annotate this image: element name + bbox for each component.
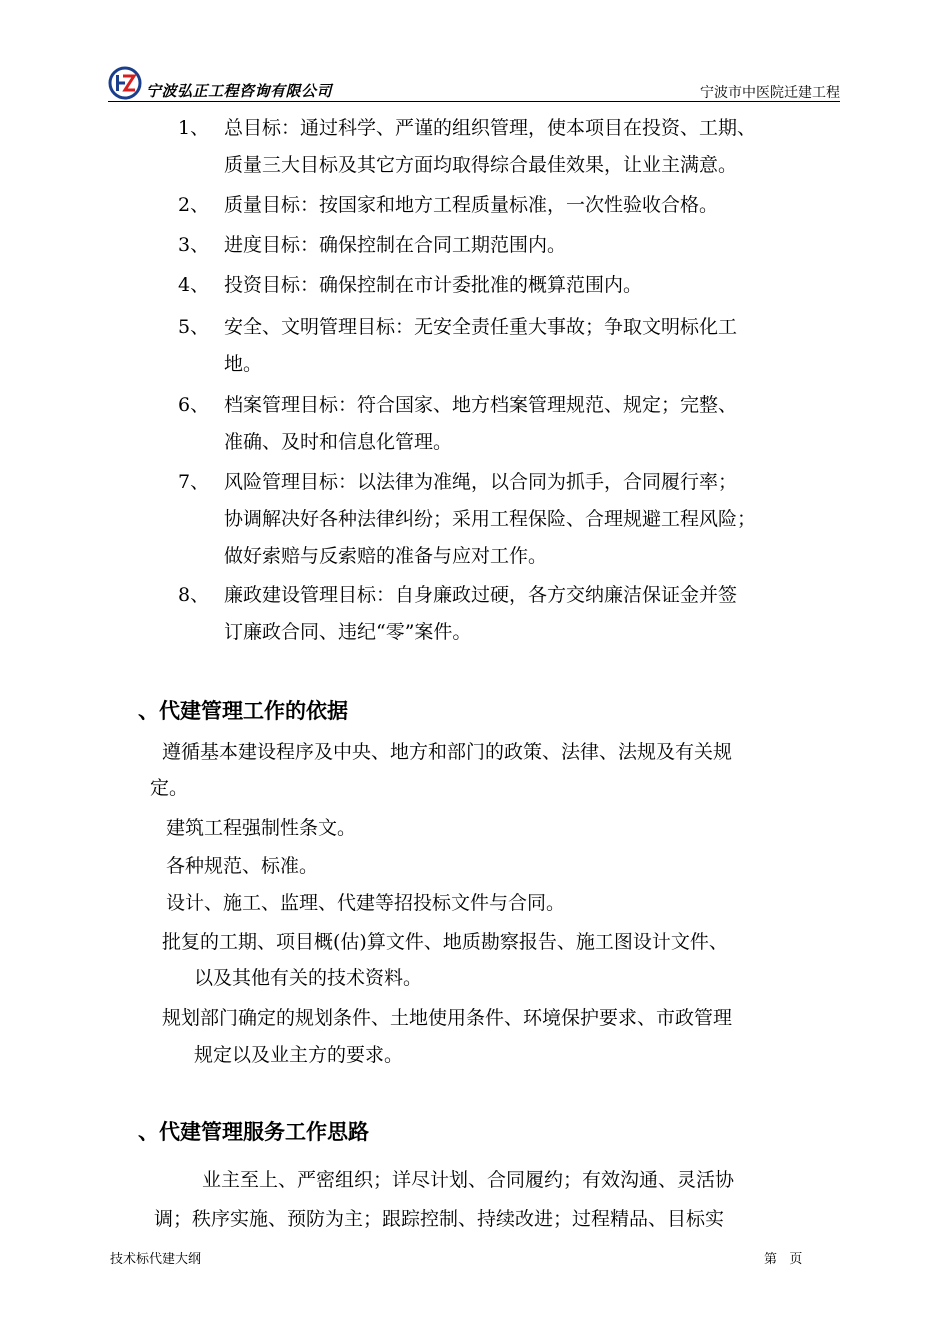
section-heading-approach: 、代建管理服务工作思路 xyxy=(138,1120,369,1144)
list-item-text: 定。 xyxy=(150,777,189,799)
list-item-text: 遵循基本建设程序及中央、地方和部门的政策、法律、法规及有关规 xyxy=(162,741,733,763)
list-item-text: 廉政建设管理目标：自身廉政过硬，各方交纳廉洁保证金并签 xyxy=(224,584,738,606)
list-item-text: 风险管理目标：以法律为准绳，以合同为抓手，合同履行率； xyxy=(224,471,738,493)
list-item-text: 规定以及业主方的要求。 xyxy=(194,1044,404,1066)
list-item-text: 协调解决好各种法律纠纷；采用工程保险、合理规避工程风险； xyxy=(224,508,757,530)
list-item-text: 进度目标：确保控制在合同工期范围内。 xyxy=(224,234,567,256)
list-item-text: 规划部门确定的规划条件、土地使用条件、环境保护要求、市政管理 xyxy=(162,1007,733,1029)
paragraph-line: 调；秩序实施、预防为主；跟踪控制、持续改进；过程精品、目标实 xyxy=(154,1208,725,1230)
list-item-text: 安全、文明管理目标：无安全责任重大事故；争取文明标化工 xyxy=(224,316,738,338)
list-item-text: 各种规范、标准。 xyxy=(166,855,319,877)
list-item-number: 7、 xyxy=(178,471,210,493)
list-item-number: 2、 xyxy=(178,194,210,216)
paragraph-line: 业主至上、严密组织；详尽计划、合同履约；有效沟通、灵活协 xyxy=(202,1169,735,1191)
list-item-text: 投资目标：确保控制在市计委批准的概算范围内。 xyxy=(224,274,643,296)
list-item-text: 地。 xyxy=(224,353,263,375)
list-item-number: 5、 xyxy=(178,316,210,338)
list-item-text: 质量三大目标及其它方面均取得综合最佳效果，让业主满意。 xyxy=(224,154,738,176)
footer-page-number: 第 页 xyxy=(764,1252,803,1267)
footer-doc-title: 技术标代建大纲 xyxy=(110,1252,202,1267)
list-item-text: 做好索赔与反索赔的准备与应对工作。 xyxy=(224,545,548,567)
list-item-number: 1、 xyxy=(178,117,210,139)
company-logo xyxy=(108,66,142,100)
list-item-text: 建筑工程强制性条文。 xyxy=(166,817,357,839)
section-heading-basis: 、代建管理工作的依据 xyxy=(138,699,348,723)
list-item-text: 档案管理目标：符合国家、地方档案管理规范、规定；完整、 xyxy=(224,394,738,416)
list-item-text: 准确、及时和信息化管理。 xyxy=(224,431,453,453)
header-project-name: 宁波市中医院迁建工程 xyxy=(700,85,840,101)
list-item-text: 设计、施工、监理、代建等招投标文件与合同。 xyxy=(166,892,566,914)
list-item-text: 质量目标：按国家和地方工程质量标准，一次性验收合格。 xyxy=(224,194,719,216)
list-item-number: 3、 xyxy=(178,234,210,256)
list-item-text: 总目标：通过科学、严谨的组织管理，使本项目在投资、工期、 xyxy=(224,117,757,139)
header-divider xyxy=(108,101,840,102)
list-item-number: 6、 xyxy=(178,394,210,416)
list-item-text: 以及其他有关的技术资料。 xyxy=(194,967,423,989)
list-item-number: 4、 xyxy=(178,274,210,296)
list-item-number: 8、 xyxy=(178,584,210,606)
list-item-text: 订廉政合同、违纪“零”案件。 xyxy=(224,621,472,643)
list-item-text: 批复的工期、项目概(估)算文件、地质勘察报告、施工图设计文件、 xyxy=(162,931,728,953)
header-company-name: 宁波弘正工程咨询有限公司 xyxy=(146,82,333,100)
